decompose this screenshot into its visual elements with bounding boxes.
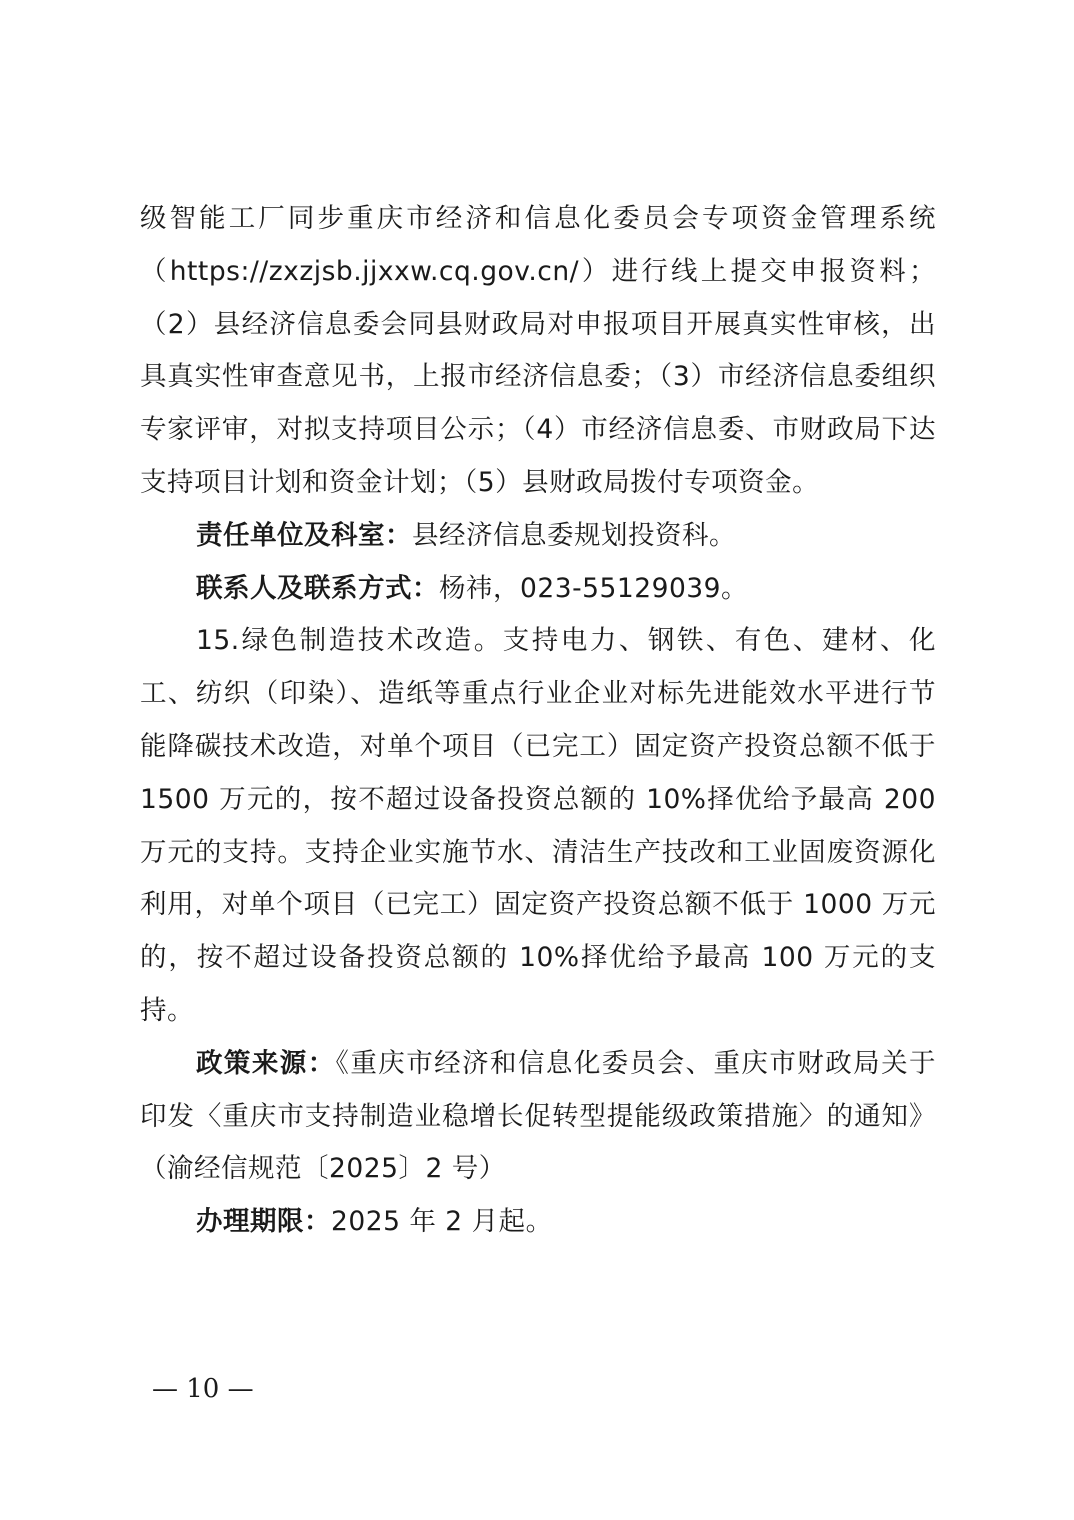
paragraph-lead: 办理期限：	[196, 1206, 331, 1238]
paragraph-text: 2025 年 2 月起。	[331, 1206, 553, 1238]
paragraph-green-manufacturing	[140, 615, 936, 1037]
paragraph-text: 县经济信息委规划投资科。	[412, 519, 736, 551]
paragraph-responsible-unit	[140, 510, 936, 563]
paragraph-lead: 责任单位及科室：	[196, 519, 412, 551]
paragraph-contact	[140, 563, 936, 616]
paragraph-text: 杨祎，023-55129039。	[439, 572, 749, 604]
paragraph-text: 《重庆市经济和信息化委员会、重庆市财政局关于印发〈重庆市支持制造业稳增长促转型提能级政策措施〉的通知》（渝经信规范〔2025〕2 号）	[140, 1047, 937, 1185]
document-body	[140, 193, 936, 1249]
paragraph-lead: 政策来源：	[196, 1047, 336, 1079]
paragraph-lead: 联系人及联系方式：	[196, 572, 439, 604]
page-number: — 10 —	[152, 1374, 254, 1404]
paragraph-deadline	[140, 1196, 936, 1249]
paragraph-policy-source	[140, 1038, 936, 1196]
paragraph-application-procedure	[140, 193, 936, 510]
paragraph-text: 15.绿色制造技术改造。支持电力、钢铁、有色、建材、化工、纺织（印染）、造纸等重点行业企业对标先进能效水平进行节能降碳技术改造，对单个项目（已完工）固定资产投资总额不低于 1500 万元的，按不超过设备投资总额的 10%择优给予最高 200 万元的支持。支持企业实施节水、清洁生产技改和工业固废资源化利用，对单个项目（已完工）固定资产投资总额不低于 1000 万元的，按不超过设备投资总额的 10%择优给予最高 100 万元的支持。	[140, 625, 936, 1026]
paragraph-text: 级智能工厂同步重庆市经济和信息化委员会专项资金管理系统（https://zxzjsb.jjxxw.cq.gov.cn/）进行线上提交申报资料；（2）县经济信息委会同县财政局对申报项目开展真实性审核，出具真实性审查意见书，上报市经济信息委；（3）市经济信息委组织专家评审，对拟支持项目公示；（4）市经济信息委、市财政局下达支持项目计划和资金计划；（5）县财政局拨付专项资金。	[140, 203, 936, 498]
